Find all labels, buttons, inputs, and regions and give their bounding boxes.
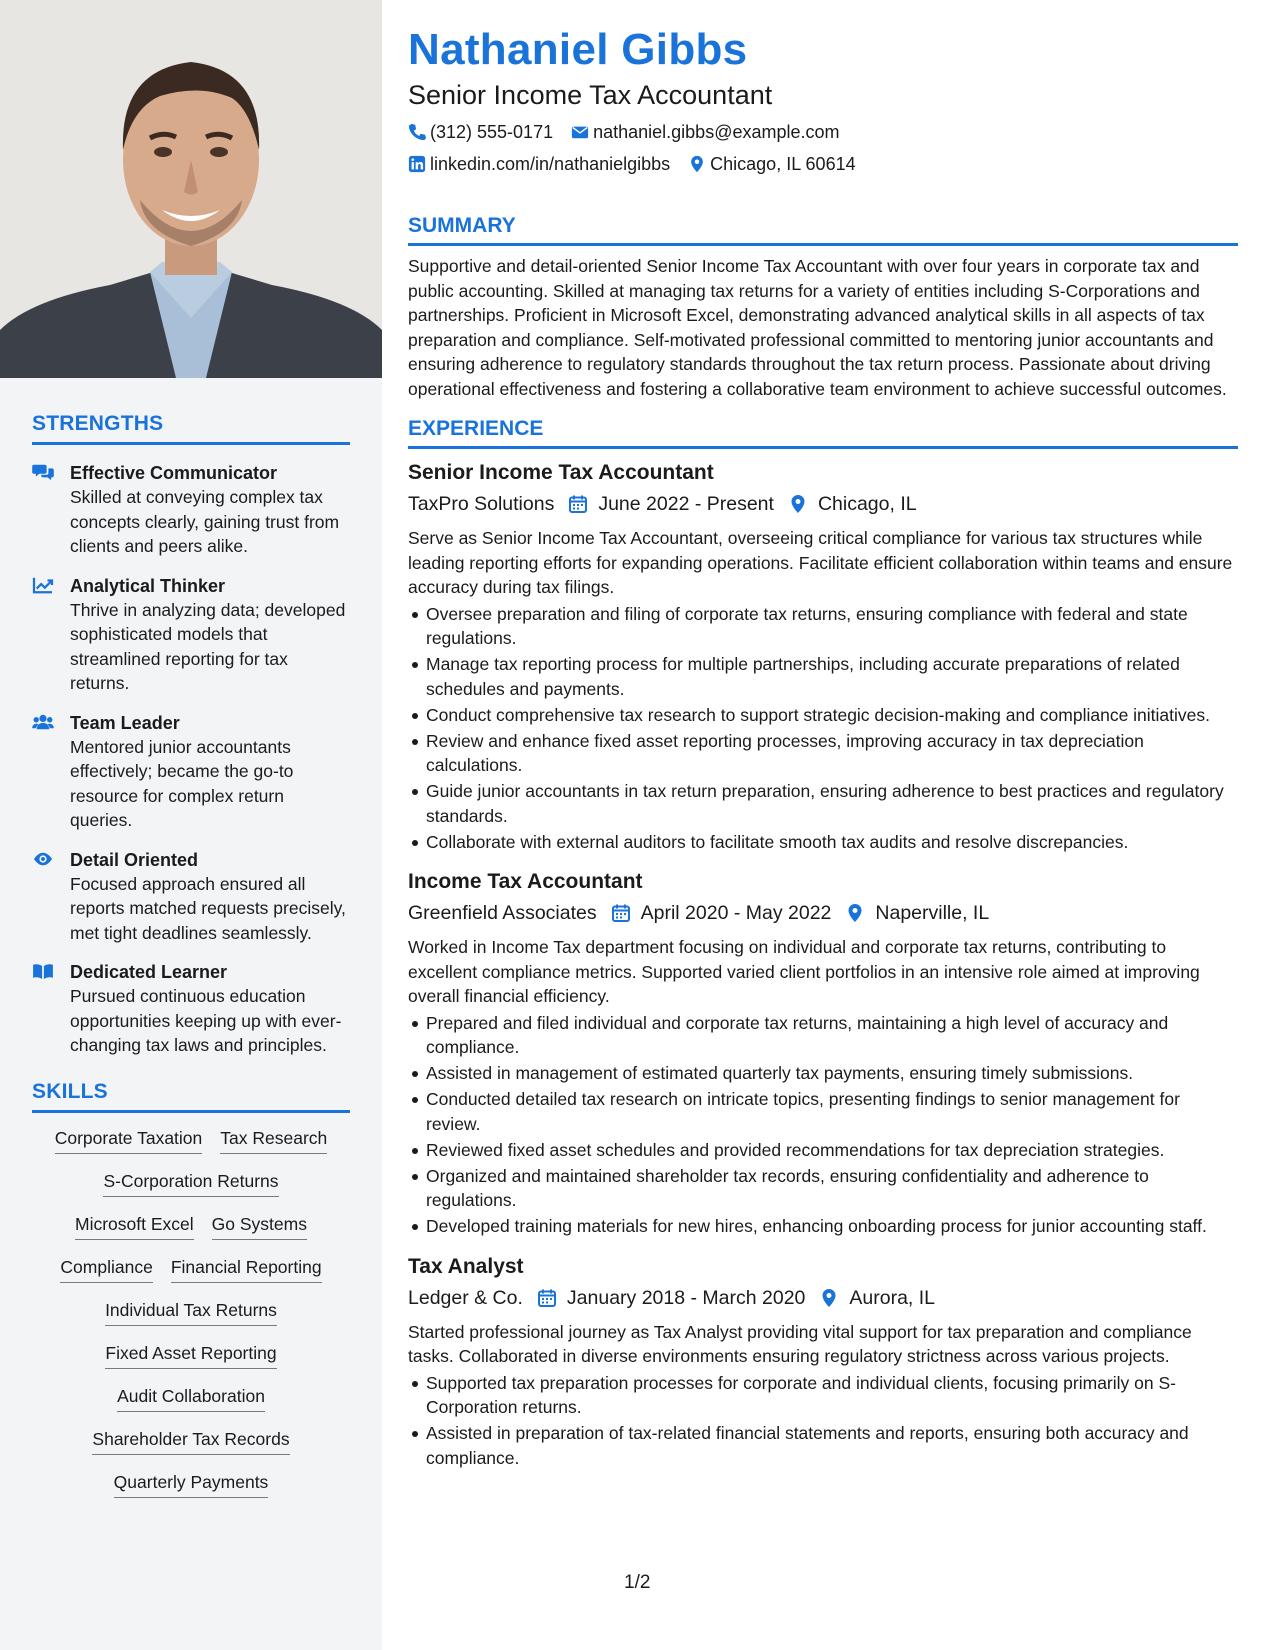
job-dates: June 2022 - Present — [598, 493, 774, 515]
skills-row — [32, 1254, 350, 1283]
calendar-icon — [568, 494, 588, 514]
map-pin-icon — [819, 1288, 839, 1308]
skill-tag: Financial Reporting — [171, 1254, 322, 1283]
map-pin-icon — [688, 155, 706, 173]
job-dates: April 2020 - May 2022 — [640, 902, 832, 924]
linkedin-icon — [408, 155, 426, 173]
skill-tag: Tax Research — [220, 1125, 327, 1154]
strength-description: Mentored junior accountants effectively; became the go-to resource for complex return queries. — [70, 736, 294, 830]
envelope-icon — [571, 123, 589, 141]
skill-tag: Go Systems — [212, 1211, 307, 1240]
skills-row — [32, 1211, 350, 1240]
job-meta — [408, 490, 1238, 518]
job-bullet: Conduct comprehensive tax research to support strategic decision-making and compliance initiatives. — [408, 703, 1238, 728]
book-icon — [32, 960, 70, 1058]
strength-description: Skilled at conveying complex tax concepts clearly, gaining trust from clients and peers alike. — [70, 487, 340, 556]
skills-row — [32, 1469, 350, 1498]
comments-icon — [32, 461, 70, 559]
job-summary: Serve as Senior Income Tax Accountant, overseeing critical compliance for various tax structures while leading reporting efforts for expanding operations. Facilitate efficient collaboration within teams and ensure accuracy during tax filings. — [408, 528, 1233, 597]
skill-tag: Corporate Taxation — [55, 1125, 203, 1154]
company-name: Greenfield Associates — [408, 902, 597, 924]
strengths-list — [32, 461, 350, 1058]
users-icon — [32, 711, 70, 833]
map-pin-icon — [845, 903, 865, 923]
email-contact[interactable] — [571, 120, 839, 144]
phone-text: (312) 555-0171 — [430, 122, 554, 142]
candidate-role: Senior Income Tax Accountant — [408, 80, 773, 110]
job-bullet: Organized and maintained shareholder tax records, ensuring confidentiality and adherence to regulations. — [408, 1164, 1238, 1213]
strength-description: Focused approach ensured all reports matched requests precisely, met tight deadlines seamlessly. — [70, 873, 346, 943]
strength-description: Pursued continuous education opportunities keeping up with ever-changing tax laws and principles. — [70, 986, 342, 1055]
contact-row — [408, 120, 1238, 144]
phone-contact[interactable] — [408, 120, 553, 144]
main-content — [408, 0, 1238, 1472]
skill-tag: S-Corporation Returns — [103, 1168, 278, 1197]
job-bullets — [408, 602, 1238, 855]
sidebar-content — [32, 412, 350, 1512]
company-name: Ledger & Co. — [408, 1286, 523, 1309]
job-bullet: Assisted in preparation of tax-related financial statements and reports, ensuring both accuracy and compliance. — [408, 1421, 1238, 1470]
job-title: Senior Income Tax Accountant — [408, 461, 714, 484]
job-bullet: Assisted in management of estimated quarterly tax payments, ensuring timely submissions. — [408, 1061, 1238, 1086]
summary-heading: SUMMARY — [408, 214, 1238, 246]
skills-list — [32, 1125, 350, 1498]
skills-row — [32, 1125, 350, 1154]
linkedin-text: linkedin.com/in/nathanielgibbs — [430, 154, 671, 174]
job-bullet: Reviewed fixed asset schedules and provided recommendations for tax depreciation strategies. — [408, 1138, 1238, 1163]
strength-title: Effective Communicator — [70, 463, 278, 483]
calendar-icon — [537, 1288, 557, 1308]
job-bullet: Guide junior accountants in tax return preparation, ensuring adherence to best practices and regulatory standards. — [408, 779, 1238, 828]
skill-tag: Fixed Asset Reporting — [105, 1340, 276, 1369]
skill-tag: Individual Tax Returns — [105, 1297, 277, 1326]
job-bullets — [408, 1011, 1238, 1239]
skills-row — [32, 1340, 350, 1369]
job-location: Aurora, IL — [849, 1286, 936, 1309]
job-bullet: Prepared and filed individual and corporate tax returns, maintaining a high level of accuracy and compliance. — [408, 1011, 1238, 1060]
strengths-heading: STRENGTHS — [32, 412, 350, 445]
summary-text: Supportive and detail-oriented Senior Income Tax Accountant with over four years in corporate tax and public accounting. Skilled at managing tax returns for a variety of entities including S-Corporations and partnerships. Proficient in Microsoft Excel, demonstrating advanced analytical skills in all aspects of tax preparation and compliance. Self-motivated professional committed to mentoring junior accountants and ensuring adherence to regulatory standards throughout the tax return process. Passionate about driving operational effectiveness and fostering a collaborative team environment to achieve successful outcomes. — [408, 256, 1227, 399]
map-pin-icon — [788, 494, 808, 514]
email-text: nathaniel.gibbs@example.com — [593, 122, 840, 142]
job-bullet: Developed training materials for new hires, enhancing onboarding process for junior accounting staff. — [408, 1214, 1238, 1239]
job-title: Tax Analyst — [408, 1254, 524, 1278]
job-meta — [408, 1284, 1238, 1312]
profile-photo — [0, 0, 382, 378]
job-bullet: Manage tax reporting process for multiple partnerships, including accurate preparations of related schedules and payments. — [408, 652, 1238, 701]
candidate-name: Nathaniel Gibbs — [408, 25, 748, 74]
eye-icon — [32, 848, 70, 946]
strength-item — [32, 461, 350, 559]
job-bullet: Conducted detailed tax research on intricate topics, presenting findings to senior management for review. — [408, 1087, 1238, 1136]
skills-row — [32, 1297, 350, 1326]
strength-title: Team Leader — [70, 712, 180, 733]
location-text: Chicago, IL 60614 — [710, 154, 856, 174]
job-summary: Started professional journey as Tax Analyst providing vital support for tax preparation and compliance tasks. Collaborated in diverse environments ensuring regulatory strictness across various projects. — [408, 1321, 1192, 1366]
skill-tag: Shareholder Tax Records — [92, 1426, 289, 1455]
strength-description: Thrive in analyzing data; developed sophisticated models that streamlined reporting for tax returns. — [70, 599, 346, 693]
job-bullet: Supported tax preparation processes for corporate and individual clients, focusing primarily on S-Corporation returns. — [408, 1371, 1238, 1420]
skill-tag: Quarterly Payments — [114, 1469, 269, 1498]
page-number: 1/2 — [624, 1572, 651, 1593]
strength-item — [32, 848, 350, 946]
calendar-icon — [611, 903, 631, 923]
job-bullets — [408, 1371, 1238, 1471]
sidebar — [0, 0, 382, 1650]
contact-row — [408, 152, 1238, 176]
company-name: TaxPro Solutions — [408, 493, 555, 515]
location-contact — [688, 152, 855, 176]
strength-title: Dedicated Learner — [70, 962, 228, 982]
skill-tag: Audit Collaboration — [117, 1383, 265, 1412]
skills-row — [32, 1426, 350, 1455]
chart-line-icon — [32, 574, 70, 696]
strength-item — [32, 711, 350, 833]
linkedin-contact[interactable] — [408, 152, 670, 176]
job-entry — [408, 1253, 1238, 1471]
phone-icon — [408, 123, 426, 141]
job-entry — [408, 459, 1238, 854]
strength-item — [32, 574, 350, 696]
job-location: Chicago, IL — [817, 493, 917, 515]
strength-item — [32, 960, 350, 1058]
strength-title: Analytical Thinker — [70, 575, 226, 596]
skills-row — [32, 1383, 350, 1412]
job-bullet: Collaborate with external auditors to facilitate smooth tax audits and resolve discrepancies. — [408, 830, 1238, 855]
job-bullet: Oversee preparation and filing of corporate tax returns, ensuring compliance with federal and state regulations. — [408, 602, 1238, 651]
skill-tag: Microsoft Excel — [75, 1211, 194, 1240]
job-dates: January 2018 - March 2020 — [566, 1286, 806, 1309]
skills-row — [32, 1168, 350, 1197]
job-entry — [408, 868, 1238, 1239]
job-summary: Worked in Income Tax department focusing on individual and corporate tax returns, contributing to excellent compliance metrics. Supported varied client portfolios in an intensive role aimed at improving overall financial efficiency. — [408, 937, 1200, 1006]
job-meta — [408, 899, 1238, 927]
skill-tag: Compliance — [60, 1254, 152, 1283]
job-bullet: Review and enhance fixed asset reporting processes, improving accuracy in tax depreciation calculations. — [408, 729, 1238, 778]
skills-heading: SKILLS — [32, 1080, 350, 1113]
strength-title: Detail Oriented — [70, 849, 199, 870]
job-title: Income Tax Accountant — [408, 870, 643, 893]
job-location: Naperville, IL — [875, 902, 990, 924]
experience-heading: EXPERIENCE — [408, 417, 1238, 449]
